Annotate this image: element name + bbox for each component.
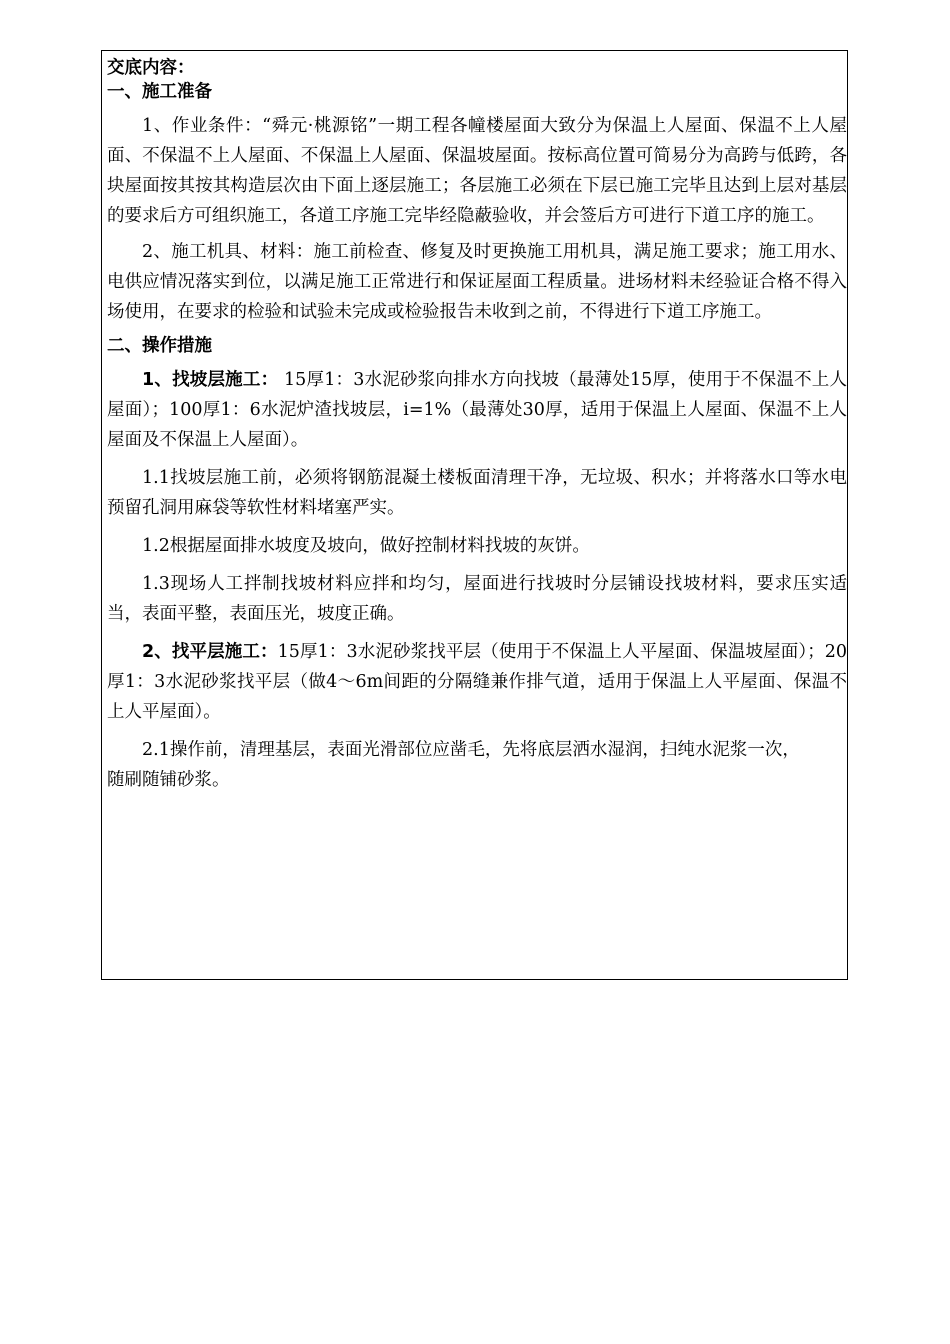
paragraph-tools-materials: 2、施工机具、材料：施工前检查、修复及时更换施工用机具，满足施工要求；施工用水、电供应情况落实到位，以满足施工正常进行和保证屋面工程质量。进场材料未经验证合格不得入场使用，在要求的检验和试验未完成或检验报告未收到之前，不得进行下道工序施工。 xyxy=(107,242,847,322)
paragraph-slope-1-3: 1.3现场人工拌制找坡材料应拌和均匀，屋面进行找坡时分层铺设找坡材料，要求压实适当，表面平整，表面压光，坡度正确。 xyxy=(107,574,847,624)
paragraph-work-conditions: 1、作业条件：“舜元·桃源铭”一期工程各幢楼屋面大致分为保温上人屋面、保温不上人屋面、不保温不上人屋面、不保温上人屋面、保温坡屋面。按标高位置可简易分为高跨与低跨，各块屋面按其按其构造层次由下面上逐层施工；各层施工必须在下层已施工完毕且达到上层对基层的要求后方可组织施工，各道工序施工完毕经隐蔽验收，并会签后方可进行下道工序的施工。 xyxy=(107,116,847,226)
disclosure-content xyxy=(107,57,847,795)
section-heading-preparation: 一、施工准备 xyxy=(107,82,212,102)
disclosure-table-cell xyxy=(101,50,848,980)
paragraph-slope-layer xyxy=(107,365,847,455)
slope-layer-text: 15厚1：3水泥砂浆向排水方向找坡（最薄处15厚，使用于不保温不上人屋面）；100厚1：6水泥炉渣找坡层，i=1%（最薄处30厚，适用于保温上人屋面、保温不上人屋面及不保温上人屋面）。 xyxy=(107,370,847,450)
section-heading-measures: 二、操作措施 xyxy=(107,336,212,356)
content-title: 交底内容： xyxy=(107,58,195,78)
slope-layer-label: 1、找坡层施工： xyxy=(142,370,279,390)
paragraph-slope-1-1: 1.1找坡层施工前，必须将钢筋混凝土楼板面清理干净，无垃圾、积水；并将落水口等水电预留孔洞用麻袋等软性材料堵塞严实。 xyxy=(107,468,847,518)
paragraph-slope-1-2: 1.2根据屋面排水坡度及坡向，做好控制材料找坡的灰饼。 xyxy=(142,536,590,556)
leveling-layer-text: 15厚1：3水泥砂浆找平层（使用于不保温上人平屋面、保温坡屋面）；20厚1：3水泥砂浆找平层（做4～6m间距的分隔缝兼作排气道，适用于保温上人平屋面、保温不上人平屋面）。 xyxy=(107,642,847,722)
paragraph-leveling-2-1-continued: 随刷随铺砂浆。 xyxy=(107,770,230,790)
paragraph-leveling-2-1: 2.1操作前，清理基层，表面光滑部位应凿毛，先将底层洒水湿润，扫纯水泥浆一次， xyxy=(142,740,800,760)
leveling-layer-label: 2、找平层施工： xyxy=(142,642,278,662)
paragraph-leveling-layer xyxy=(107,637,847,727)
